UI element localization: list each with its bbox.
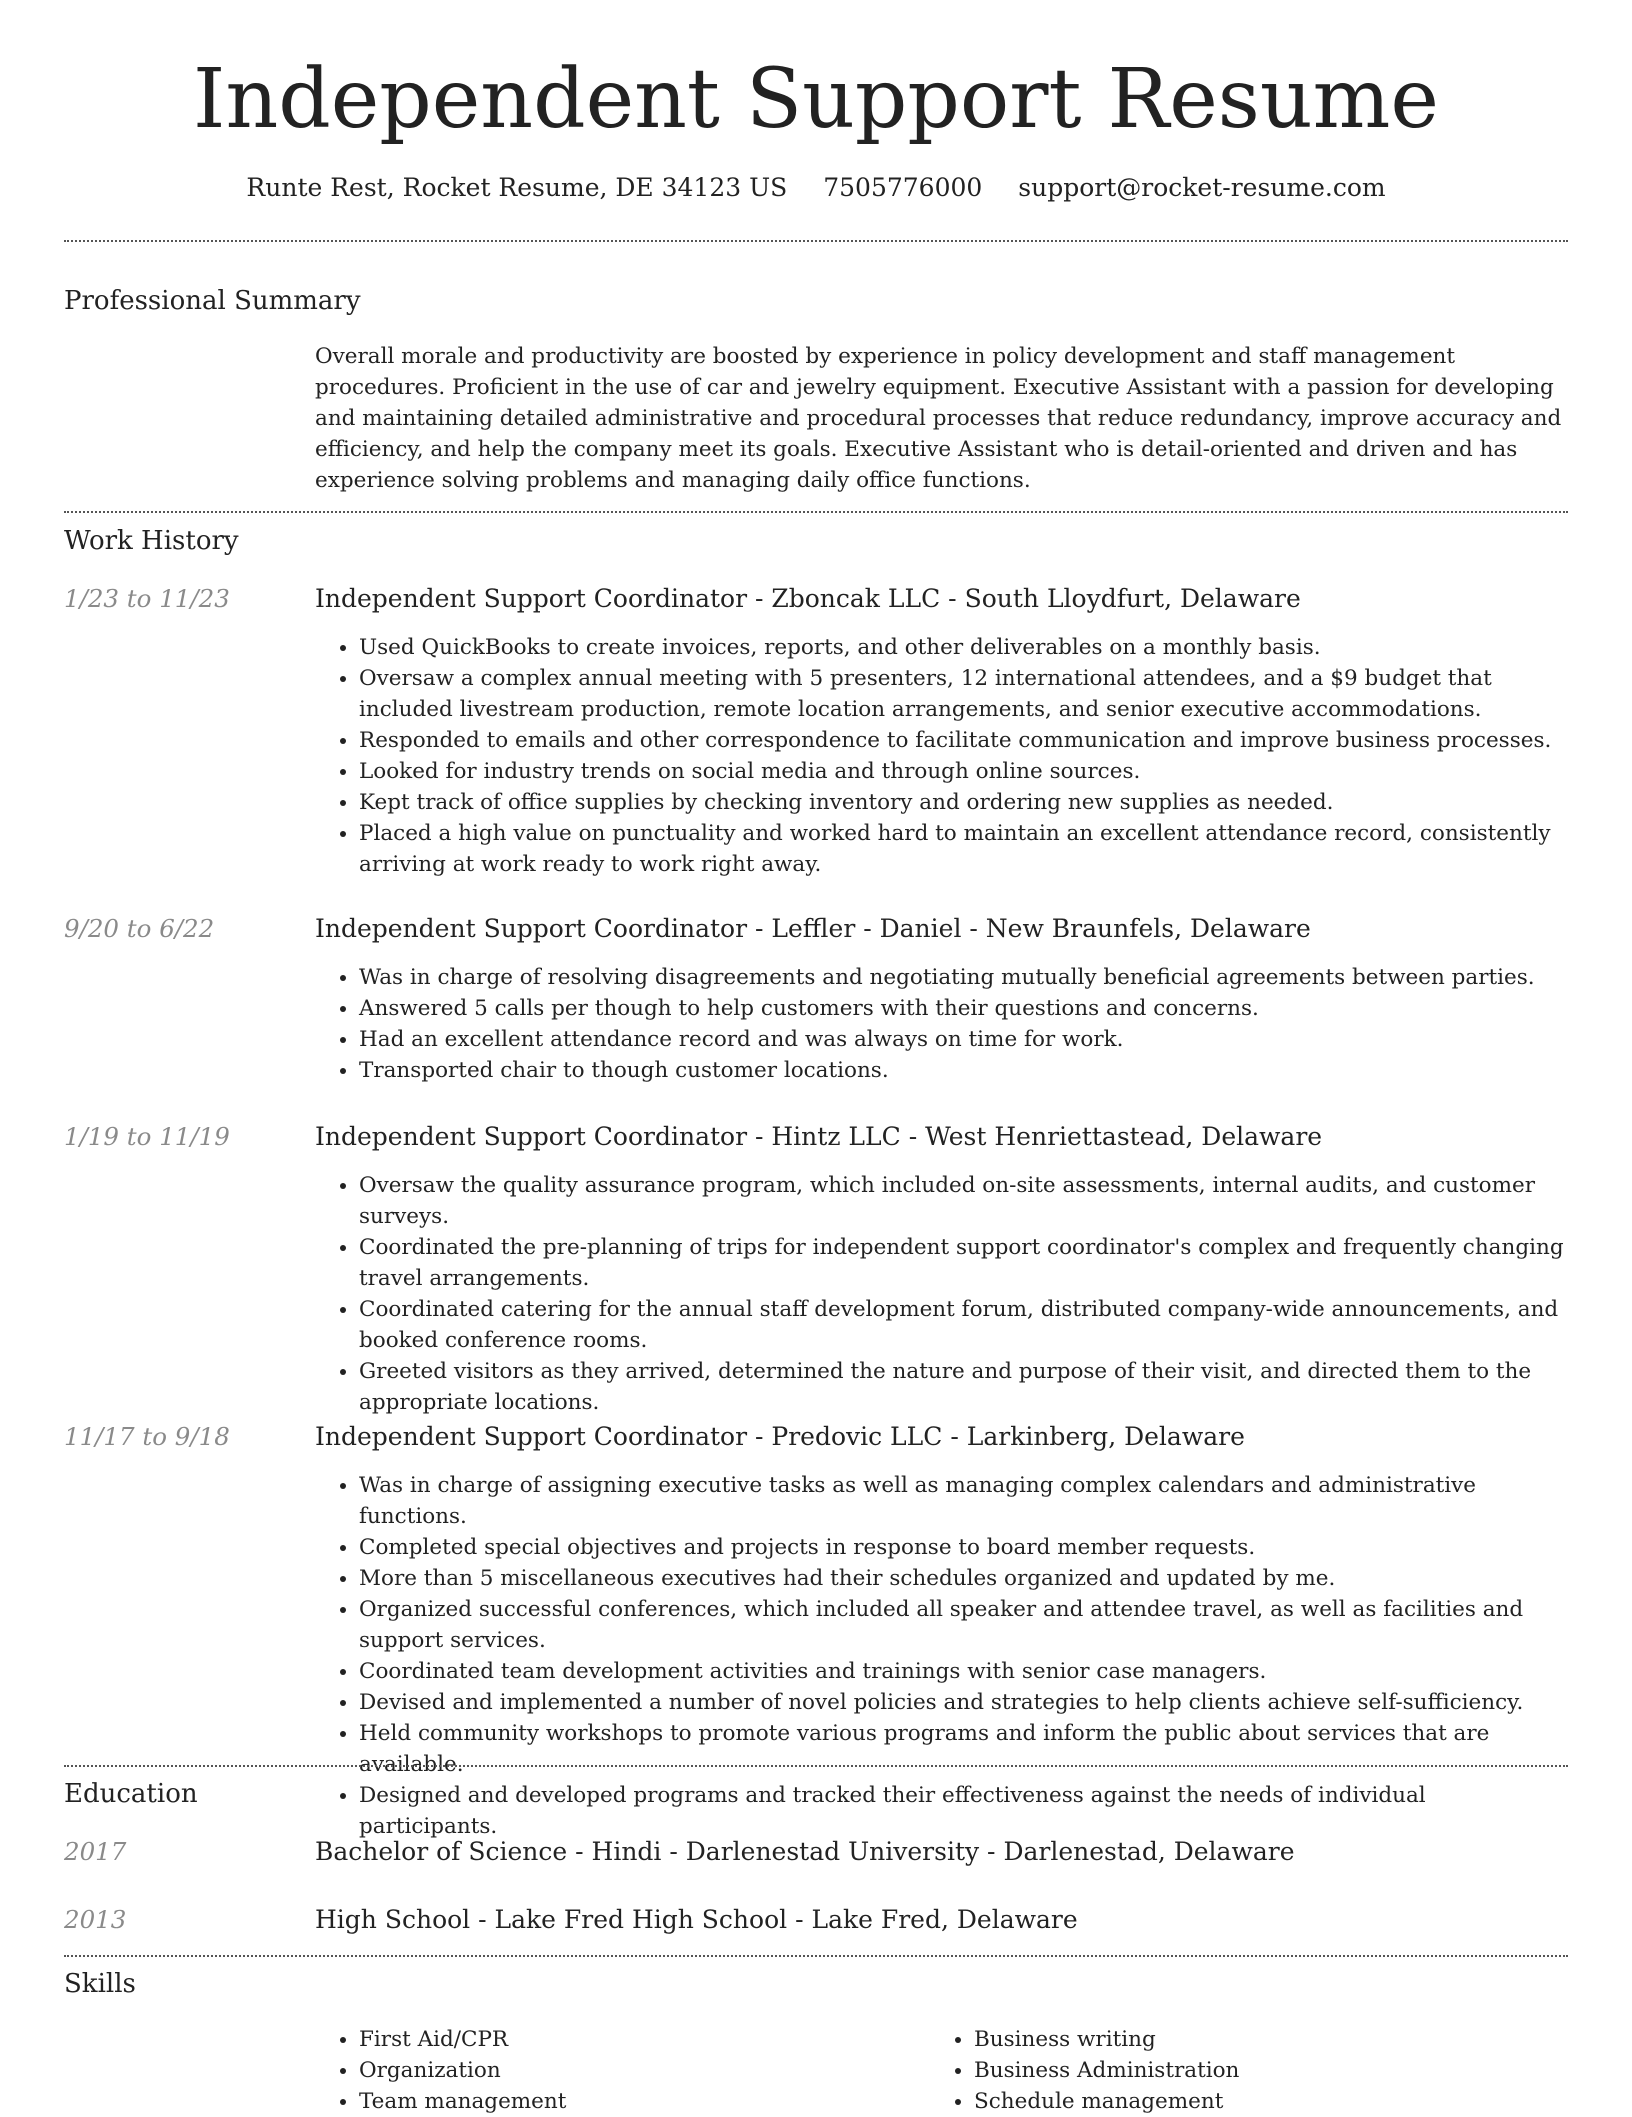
list-item: • Oversaw the quality assurance program, which included on-site assessments, internal audits, and customer surveys.	[359, 1170, 1565, 1232]
list-item: • Held community workshops to promote various programs and inform the public about services that are available.	[359, 1718, 1565, 1780]
skill-item: • Business writing	[974, 2024, 1530, 2055]
job-heading: Independent Support Coordinator - Hintz LLC - West Henriettastead, Delaware	[315, 1122, 1323, 1151]
contact-email: support@rocket-resume.com	[1018, 173, 1386, 202]
list-item: • Oversaw a complex annual meeting with 5 presenters, 12 international attendees, and a $9 budget that included livestream production, remote location arrangements, and senior executive accommodations.	[359, 663, 1565, 725]
skill-item: • Schedule management	[974, 2086, 1530, 2117]
job-bullets	[315, 962, 1565, 1086]
job-dates: 1/19 to 11/19	[64, 1122, 230, 1151]
list-item: • Kept track of office supplies by checking inventory and ordering new supplies as needed.	[359, 787, 1565, 818]
job-heading: Independent Support Coordinator - Predovic LLC - Larkinberg, Delaware	[315, 1422, 1245, 1451]
job-dates: 1/23 to 11/23	[64, 584, 230, 613]
skill-item: • Organization	[359, 2055, 915, 2086]
contact-phone: 7505776000	[823, 173, 983, 202]
list-item: • Had an excellent attendance record and was always on time for work.	[359, 1024, 1565, 1055]
resume-name: Independent Support Resume	[193, 52, 1439, 147]
education-degree: High School - Lake Fred High School - Lake Fred, Delaware	[315, 1905, 1078, 1934]
education-year: 2017	[64, 1837, 127, 1866]
section-divider	[64, 1955, 1568, 1957]
list-item: • Responded to emails and other correspondence to facilitate communication and improve business processes.	[359, 725, 1565, 756]
summary-heading: Professional Summary	[64, 286, 361, 316]
work-history-heading: Work History	[64, 526, 239, 556]
job-heading: Independent Support Coordinator - Leffler - Daniel - New Braunfels, Delaware	[315, 914, 1311, 943]
list-item: • Was in charge of resolving disagreements and negotiating mutually beneficial agreements between parties.	[359, 962, 1565, 993]
list-item: • Was in charge of assigning executive tasks as well as managing complex calendars and administrative functions.	[359, 1470, 1565, 1532]
contact-address: Runte Rest, Rocket Resume, DE 34123 US	[246, 173, 788, 202]
list-item: • Coordinated the pre-planning of trips for independent support coordinator's complex and frequently changing travel arrangements.	[359, 1232, 1565, 1294]
job-bullets	[315, 632, 1565, 880]
contact-line	[0, 170, 1632, 206]
skills-list-left	[315, 2024, 915, 2117]
job-bullets	[315, 1470, 1565, 1842]
list-item: • Greeted visitors as they arrived, determined the nature and purpose of their visit, and directed them to the appropriate locations.	[359, 1356, 1565, 1418]
list-item: • Devised and implemented a number of novel policies and strategies to help clients achieve self-sufficiency.	[359, 1687, 1565, 1718]
job-dates: 11/17 to 9/18	[64, 1422, 230, 1451]
list-item: • Completed special objectives and projects in response to board member requests.	[359, 1532, 1565, 1563]
list-item: • Placed a high value on punctuality and worked hard to maintain an excellent attendance record, consistently arriving at work ready to work right away.	[359, 818, 1565, 880]
skill-item: • First Aid/CPR	[359, 2024, 915, 2055]
job-bullets	[315, 1170, 1565, 1418]
list-item: • Transported chair to though customer locations.	[359, 1055, 1565, 1086]
list-item: • Coordinated catering for the annual staff development forum, distributed company-wide announcements, and booked conference rooms.	[359, 1294, 1565, 1356]
list-item: • Used QuickBooks to create invoices, reports, and other deliverables on a monthly basis.	[359, 632, 1565, 663]
summary-text: Overall morale and productivity are boosted by experience in policy development and staff management procedures. Proficient in the use of car and jewelry equipment. Executive Assistant with a passion for developing and maintaining detailed administrative and procedural processes that reduce redundancy, improve accuracy and efficiency, and help the company meet its goals. Executive Assistant who is detail-oriented and driven and has experience solving problems and managing daily office functions.	[315, 344, 1562, 493]
list-item: • Designed and developed programs and tracked their effectiveness against the needs of individual participants.	[359, 1780, 1565, 1842]
education-heading: Education	[64, 1779, 198, 1809]
list-item: • Organized successful conferences, which included all speaker and attendee travel, as well as facilities and support services.	[359, 1594, 1565, 1656]
skill-item: • Business Administration	[974, 2055, 1530, 2086]
skills-heading: Skills	[64, 1969, 136, 1999]
list-item: • Answered 5 calls per though to help customers with their questions and concerns.	[359, 993, 1565, 1024]
section-divider	[64, 511, 1568, 513]
skill-item: • Team management	[359, 2086, 915, 2117]
section-divider	[64, 1765, 1568, 1767]
section-divider	[64, 240, 1568, 242]
list-item: • More than 5 miscellaneous executives had their schedules organized and updated by me.	[359, 1563, 1565, 1594]
education-degree: Bachelor of Science - Hindi - Darlenestad University - Darlenestad, Delaware	[315, 1837, 1295, 1866]
list-item: • Looked for industry trends on social media and through online sources.	[359, 756, 1565, 787]
education-year: 2013	[64, 1905, 127, 1934]
job-dates: 9/20 to 6/22	[64, 914, 215, 943]
job-heading: Independent Support Coordinator - Zboncak LLC - South Lloydfurt, Delaware	[315, 584, 1301, 613]
list-item: • Coordinated team development activities and trainings with senior case managers.	[359, 1656, 1565, 1687]
skills-list-right	[930, 2024, 1530, 2117]
